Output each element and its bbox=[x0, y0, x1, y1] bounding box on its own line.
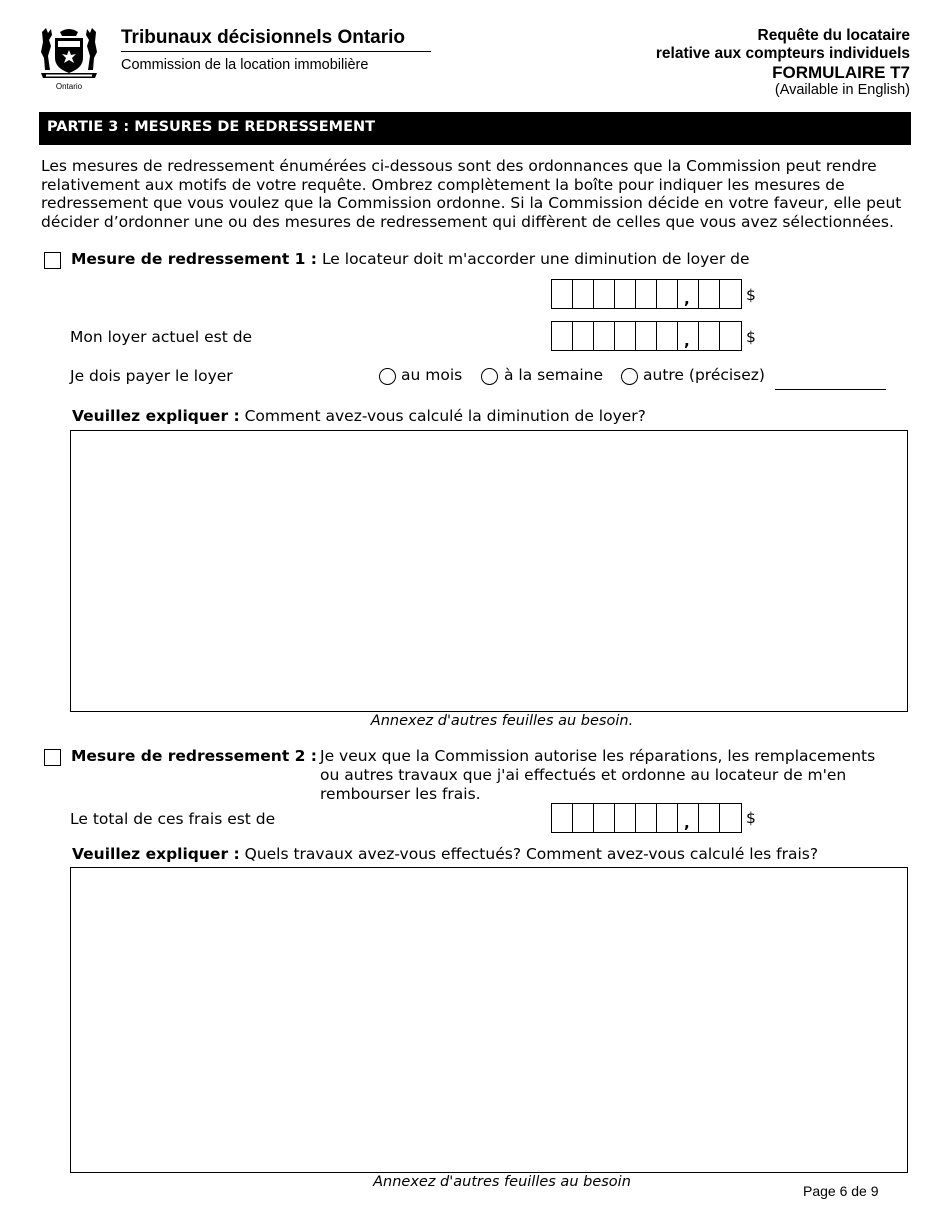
digit-cell[interactable] bbox=[552, 280, 573, 308]
explain-label-bold: Veuillez expliquer : bbox=[72, 845, 240, 863]
digit-cell[interactable] bbox=[573, 322, 594, 350]
radio-other[interactable] bbox=[621, 368, 638, 385]
remedy-1-attach-note: Annexez d'autres feuilles au besoin. bbox=[370, 713, 634, 729]
digit-cell[interactable] bbox=[594, 280, 615, 308]
remedy-2-explanation-textarea[interactable] bbox=[70, 867, 908, 1173]
part-header-bar bbox=[39, 112, 911, 145]
intro-paragraph: Les mesures de redressement énumérées ci-dessous sont des ordonnances que la Commission peut rendre relativement aux motifs de votre requête. Ombrez complètement la boîte pour indiquer les mesures de redressement que vous voulez que la Commission ordonne. Si la Commission décide en votre faveur, elle peut décider d’ordonner une ou des mesures de redressement qui diffèrent de celles que vous avez sélectionnées. bbox=[41, 157, 902, 231]
digit-cell[interactable] bbox=[657, 280, 678, 308]
radio-monthly[interactable] bbox=[379, 368, 396, 385]
explain-label-text: Comment avez-vous calculé la diminution de loyer? bbox=[239, 407, 646, 425]
remedy-1-checkbox[interactable] bbox=[44, 252, 61, 269]
radio-weekly[interactable] bbox=[481, 368, 498, 385]
radio-other-label: autre (précisez) bbox=[643, 366, 765, 384]
digit-cell[interactable] bbox=[594, 322, 615, 350]
decimal-comma: , bbox=[684, 332, 690, 350]
digit-cell[interactable] bbox=[552, 804, 573, 832]
org-name: Tribunaux décisionnels Ontario bbox=[121, 27, 405, 48]
currency-symbol: $ bbox=[746, 809, 756, 827]
remedy-1-explanation-textarea[interactable] bbox=[70, 430, 908, 712]
digit-cell[interactable] bbox=[615, 280, 636, 308]
digit-cell[interactable] bbox=[657, 804, 678, 832]
radio-weekly-label: à la semaine bbox=[504, 366, 604, 384]
remedy-2-text-line-3: rembourser les frais. bbox=[320, 785, 481, 803]
cent-cell[interactable] bbox=[699, 804, 720, 832]
cent-cell[interactable] bbox=[699, 322, 720, 350]
digit-cell[interactable] bbox=[615, 322, 636, 350]
digit-cell[interactable] bbox=[657, 322, 678, 350]
remedy-2-checkbox[interactable] bbox=[44, 749, 61, 766]
digit-cell[interactable] bbox=[636, 804, 657, 832]
logo-wordmark: Ontario bbox=[55, 82, 83, 91]
part-title: PARTIE 3 : MESURES DE REDRESSEMENT bbox=[47, 119, 376, 135]
decimal-comma: , bbox=[684, 290, 690, 308]
remedy-1-label bbox=[71, 250, 750, 268]
currency-symbol: $ bbox=[746, 328, 756, 346]
remedy-2-attach-note: Annexez d'autres feuilles au besoin bbox=[373, 1174, 631, 1190]
digit-cell[interactable] bbox=[615, 804, 636, 832]
form-title-line-2: relative aux compteurs individuels bbox=[655, 45, 910, 62]
cent-cell[interactable] bbox=[720, 322, 741, 350]
remedy-1-label-bold: Mesure de redressement 1 : bbox=[71, 250, 318, 268]
other-period-input[interactable] bbox=[775, 389, 886, 390]
digit-cell[interactable] bbox=[552, 322, 573, 350]
remedy-2-explain-prompt bbox=[72, 845, 818, 863]
digit-cell[interactable] bbox=[678, 804, 699, 832]
current-rent-label: Mon loyer actuel est de bbox=[70, 328, 253, 346]
cent-cell[interactable] bbox=[699, 280, 720, 308]
page-number: Page 6 de 9 bbox=[803, 1183, 879, 1199]
cent-cell[interactable] bbox=[720, 804, 741, 832]
current-rent-amount-field[interactable] bbox=[551, 321, 742, 351]
digit-cell[interactable] bbox=[636, 322, 657, 350]
cent-cell[interactable] bbox=[720, 280, 741, 308]
remedy-2-text-line-2: ou autres travaux que j'ai effectués et ordonne au locateur de m'en bbox=[320, 766, 847, 784]
currency-symbol: $ bbox=[746, 286, 756, 304]
rent-period-label: Je dois payer le loyer bbox=[70, 367, 233, 385]
total-costs-label: Le total de ces frais est de bbox=[70, 810, 276, 828]
digit-cell[interactable] bbox=[678, 280, 699, 308]
available-in-english-note: (Available in English) bbox=[774, 82, 910, 98]
remedy-2-label-bold: Mesure de redressement 2 : bbox=[71, 747, 318, 765]
org-subtitle: Commission de la location immobilière bbox=[121, 57, 369, 73]
remedy-1-label-text: Le locateur doit m'accorder une diminution de loyer de bbox=[317, 250, 750, 268]
total-costs-amount-field[interactable] bbox=[551, 803, 742, 833]
rent-decrease-amount-field[interactable] bbox=[551, 279, 742, 309]
decimal-comma: , bbox=[684, 814, 690, 832]
radio-monthly-label: au mois bbox=[401, 366, 463, 384]
digit-cell[interactable] bbox=[573, 280, 594, 308]
explain-label-bold: Veuillez expliquer : bbox=[72, 407, 240, 425]
digit-cell[interactable] bbox=[573, 804, 594, 832]
explain-label-text: Quels travaux avez-vous effectués? Comment avez-vous calculé les frais? bbox=[239, 845, 819, 863]
remedy-1-explain-prompt bbox=[72, 407, 646, 425]
remedy-2-text-line-1: Je veux que la Commission autorise les réparations, les remplacements bbox=[320, 747, 876, 765]
digit-cell[interactable] bbox=[678, 322, 699, 350]
header-divider bbox=[121, 51, 431, 52]
digit-cell[interactable] bbox=[594, 804, 615, 832]
ontario-coat-of-arms-logo bbox=[38, 26, 100, 92]
form-number: FORMULAIRE T7 bbox=[772, 63, 910, 82]
form-title-line-1: Requête du locataire bbox=[757, 27, 910, 44]
digit-cell[interactable] bbox=[636, 280, 657, 308]
